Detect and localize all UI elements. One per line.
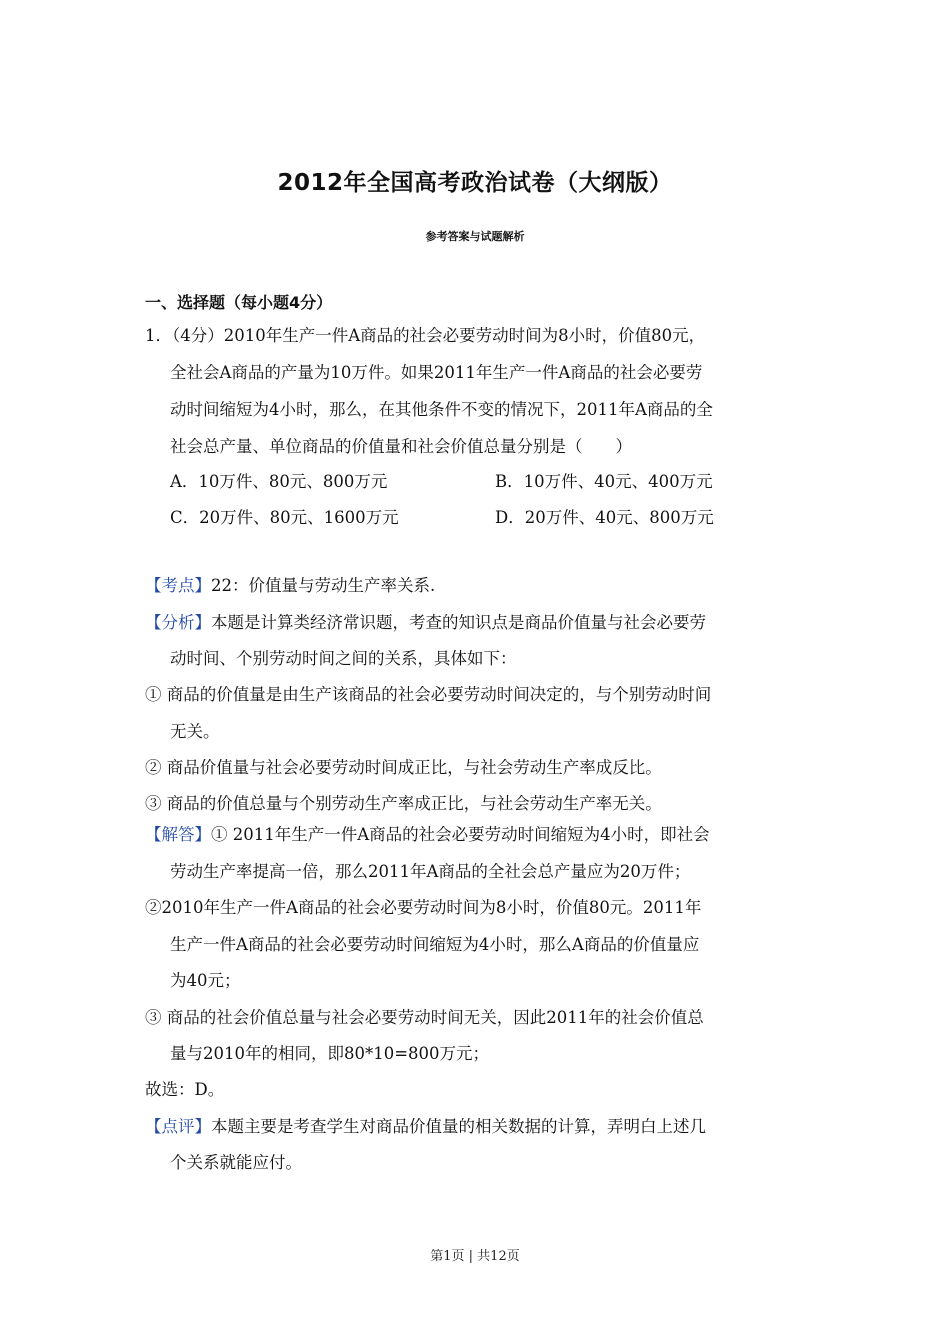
jieda-row xyxy=(145,825,710,845)
fenxi-label: 【分析】 xyxy=(145,613,211,632)
point-2: ② 商品价值量与社会必要劳动时间成正比，与社会劳动生产率成反比。 xyxy=(145,758,662,777)
page-subtitle: 参考答案与试题解析 xyxy=(425,230,525,243)
question-stem-line: 全社会A商品的产量为10万件。如果2011年生产一件A商品的社会必要劳 xyxy=(170,363,703,382)
jieda-text-cont: 劳动生产率提高一倍，那么2011年A商品的全社会总产量应为20万件； xyxy=(170,862,691,881)
question-stem-line: 1．（4分）2010年生产一件A商品的社会必要劳动时间为8小时，价值80元， xyxy=(145,326,706,345)
step-3-cont: 量与2010年的相同，即80*10=800万元； xyxy=(170,1044,490,1063)
step-3: ③ 商品的社会价值总量与社会必要劳动时间无关，因此2011年的社会价值总 xyxy=(145,1008,704,1027)
fenxi-text-cont: 动时间、个别劳动时间之间的关系，具体如下： xyxy=(170,649,517,668)
kaodian-text: 22：价值量与劳动生产率关系. xyxy=(211,576,436,595)
kaodian-label: 【考点】 xyxy=(145,576,211,595)
jieda-label: 【解答】 xyxy=(145,825,211,844)
option-b: B．10万件、40元、400万元 xyxy=(495,472,713,491)
option-a: A．10万件、80元、800万元 xyxy=(170,472,388,491)
page-title: 2012年全国高考政治试卷（大纲版） xyxy=(277,170,673,196)
dianping-label: 【点评】 xyxy=(145,1117,211,1136)
answer: 故选：D。 xyxy=(145,1080,225,1099)
question-stem-line: 社会总产量、单位商品的价值量和社会价值总量分别是（ ） xyxy=(170,437,632,456)
step-2: ②2010年生产一件A商品的社会必要劳动时间为8小时，价值80元。2011年 xyxy=(145,898,702,917)
page-footer: 第1页 | 共12页 xyxy=(430,1249,520,1264)
section-heading: 一、选择题（每小题4分） xyxy=(145,293,333,312)
step-2-cont: 为40元； xyxy=(170,971,241,990)
fenxi-text: 本题是计算类经济常识题，考查的知识点是商品价值量与社会必要劳 xyxy=(211,613,706,632)
jieda-text: ① 2011年生产一件A商品的社会必要劳动时间缩短为4小时，即社会 xyxy=(211,825,710,844)
point-1: ① 商品的价值量是由生产该商品的社会必要劳动时间决定的，与个别劳动时间 xyxy=(145,685,712,704)
dianping-text-cont: 个关系就能应付。 xyxy=(170,1153,302,1172)
point-1-cont: 无关。 xyxy=(170,722,220,741)
step-2-cont: 生产一件A商品的社会必要劳动时间缩短为4小时，那么A商品的价值量应 xyxy=(170,935,700,954)
option-c: C．20万件、80元、1600万元 xyxy=(170,508,399,527)
dianping-text: 本题主要是考查学生对商品价值量的相关数据的计算，弄明白上述几 xyxy=(211,1117,706,1136)
dianping-row xyxy=(145,1117,706,1137)
fenxi-row xyxy=(145,613,706,633)
point-3: ③ 商品的价值总量与个别劳动生产率成正比，与社会劳动生产率无关。 xyxy=(145,794,662,813)
kaodian-row xyxy=(145,576,435,596)
question-stem-line: 动时间缩短为4小时，那么，在其他条件不变的情况下，2011年A商品的全 xyxy=(170,400,713,419)
option-d: D．20万件、40元、800万元 xyxy=(495,508,714,527)
